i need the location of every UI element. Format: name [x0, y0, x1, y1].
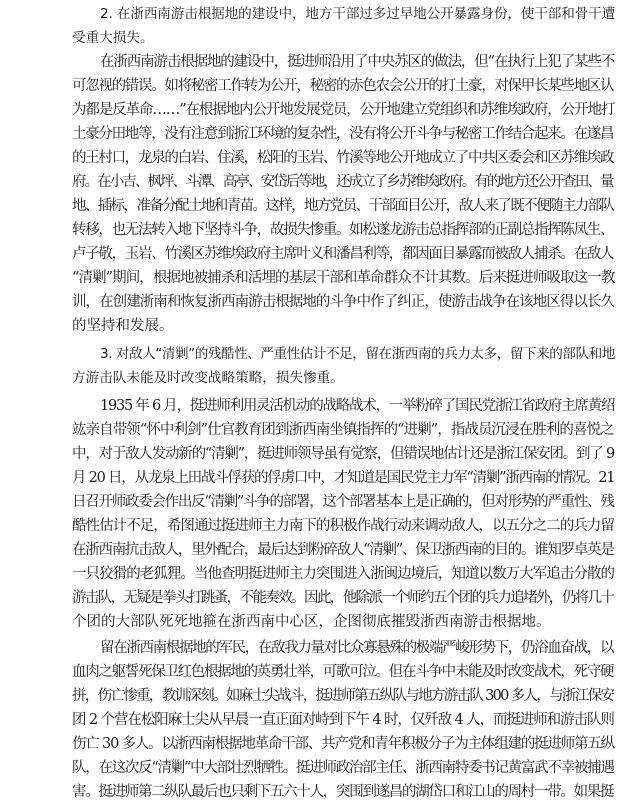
section-heading-line: 3. 对敌人“清剿”的残酷性、严重性估计不足，留在浙西南的兵力太多，留下来的部队和地 — [100, 346, 615, 362]
body-text-line: 日召开师政委会作出反“清剿”斗争的部署，这个部署基本上是正确的，但对形势的严重性、残 — [72, 494, 614, 510]
body-text-line: 的王村口，龙泉的白岩、住溪，松阳的玉岩、竹溪等地公开地成立了中共区委会和区苏维埃政 — [72, 150, 614, 166]
body-text-line: 队，在这次反“清剿”中大部壮烈牺牲。挺进师政治部主任、浙西南特委书记黄富武不幸被捕遇 — [72, 760, 614, 776]
body-text-line: 可忽视的错误。如将秘密工作转为公开，秘密的赤色农会公开的打土豪，对保甲长某些地区认 — [72, 78, 614, 94]
body-text-line: 为都是反革命……”在根据地内公开地发展党员，公开地建立党组织和苏维埃政府，公开地打 — [72, 102, 615, 118]
section-heading-line: 方游击队未能及时改变战略策略，损失惨重。 — [72, 370, 344, 386]
body-text-line: 的坚持和发展。 — [72, 318, 174, 334]
body-text-line: 训，在创建浙南和恢复浙西南游击根据地的斗争中作了纠正，使游击战争在该地区得以长久 — [72, 294, 615, 310]
body-text-line: 害。挺进师第二纵队最后也只剩下五六十人，突围到遂昌的湖岱口和江山的周村一带。如果挺 — [72, 784, 614, 800]
body-text-line: 中，对于敌人发动新的“清剿”，挺进师领导虽有觉察，但错误地估计还是浙江保安团。到了 9 — [72, 446, 614, 462]
body-text-line: 地、插标，准备分配土地和青苗。这样，地方党员、干部面目公开，敌人来了既不便随主力部队 — [72, 198, 614, 214]
body-text-line: 府。在小吉、枫坪、斗潭、高亭、安岱后等地，还成立了乡苏维埃政府。有的地方还公开查田、量 — [72, 174, 613, 190]
body-text-line: 留在浙西南根据地的军民，在敌我力量对比众寡悬殊的极端严峻形势下，仍浴血奋战，以 — [100, 640, 614, 656]
body-text-line: 酷性估计不足，希图通过挺进师主力南下的积极作战行动来调动敌人，以五分之二的兵力留 — [72, 518, 615, 534]
body-text-line: 转移，也无法转入地下坚持斗争，故损失惨重。如松遂龙游击总指挥部的正副总指挥陈凤生、 — [72, 222, 614, 238]
body-text-line: 个团的大部队死死地箍在浙西南中心区，企图彻底摧毁浙西南游击根据地。 — [72, 614, 551, 630]
body-text-line: 血肉之躯誓死保卫红色根据地的英勇壮举，可歌可泣。但在斗争中未能及时改变战术，死守硬 — [72, 664, 614, 680]
body-text-line: 1935 年 6 月，挺进师利用灵活机动的战略战术，一举粉碎了国民党浙江省政府主席黄绍 — [100, 398, 615, 414]
body-text-line: 游击队，无疑是拳头打跳蚤，不能奏效。因此，他除派一个师约五个团的兵力追堵外，仍将几十 — [72, 590, 614, 606]
body-text-line: 拼，伤亡惨重，教训深刻。如麻士尖战斗，挺进师第五纵队与地方游击队 300 多人，与浙江保安 — [72, 688, 614, 704]
body-text-line: 土豪分田地等，没有注意到浙江环境的复杂性，没有将公开斗争与秘密工作结合起来。在遂昌 — [72, 126, 614, 142]
section-heading-line: 受重大损失。 — [72, 30, 154, 46]
body-text-line: 月 20 日，从龙泉上田战斗俘获的俘虏口中，才知道是国民党主力军“清剿”浙西南的情况。21 — [72, 470, 615, 486]
body-text-line: 卢子敬，玉岩、竹溪区苏维埃政府主席叶义和潘昌利等，都因面目暴露而被敌人捕杀。在敌人 — [72, 246, 614, 262]
body-text-line: 竑亲自带领“怀中利剑”仕官教育团到浙西南坐镇指挥的“进剿”，指战员沉浸在胜利的喜悦之 — [72, 422, 614, 438]
body-text-line: 在浙西南游击根据地的建设中，挺进师沿用了中央苏区的做法，但“在执行上犯了某些不 — [100, 54, 615, 70]
body-text-line: 在浙西南抗击敌人，里外配合，最后达到粉碎敌人“清剿”、保卫浙西南的目的。谁知罗卓英是 — [72, 542, 614, 558]
body-text-line: 伤亡 30 多人。以浙西南根据地革命干部、共产党和青年积极分子为主体组建的挺进师第五纵 — [72, 736, 614, 752]
section-heading-line: 2. 在浙西南游击根据地的建设中，地方干部过多过早地公开暴露身份，使干部和骨干遭 — [100, 6, 616, 22]
body-text-line: 团 2 个营在松阳麻士尖从早晨一直正面对峙到下午 4 时，仅歼敌 4 人，而挺进师和游击队则 — [72, 712, 614, 728]
body-text-line: 一只狡猾的老狐狸。当他查明挺进师主力突围进入浙闽边境后，知道以数万大军追击分散的 — [72, 566, 615, 582]
body-text-line: “清剿”期间，根据地被捕杀和活埋的基层干部和革命群众不计其数。后来挺进师吸取这一教 — [72, 270, 615, 286]
